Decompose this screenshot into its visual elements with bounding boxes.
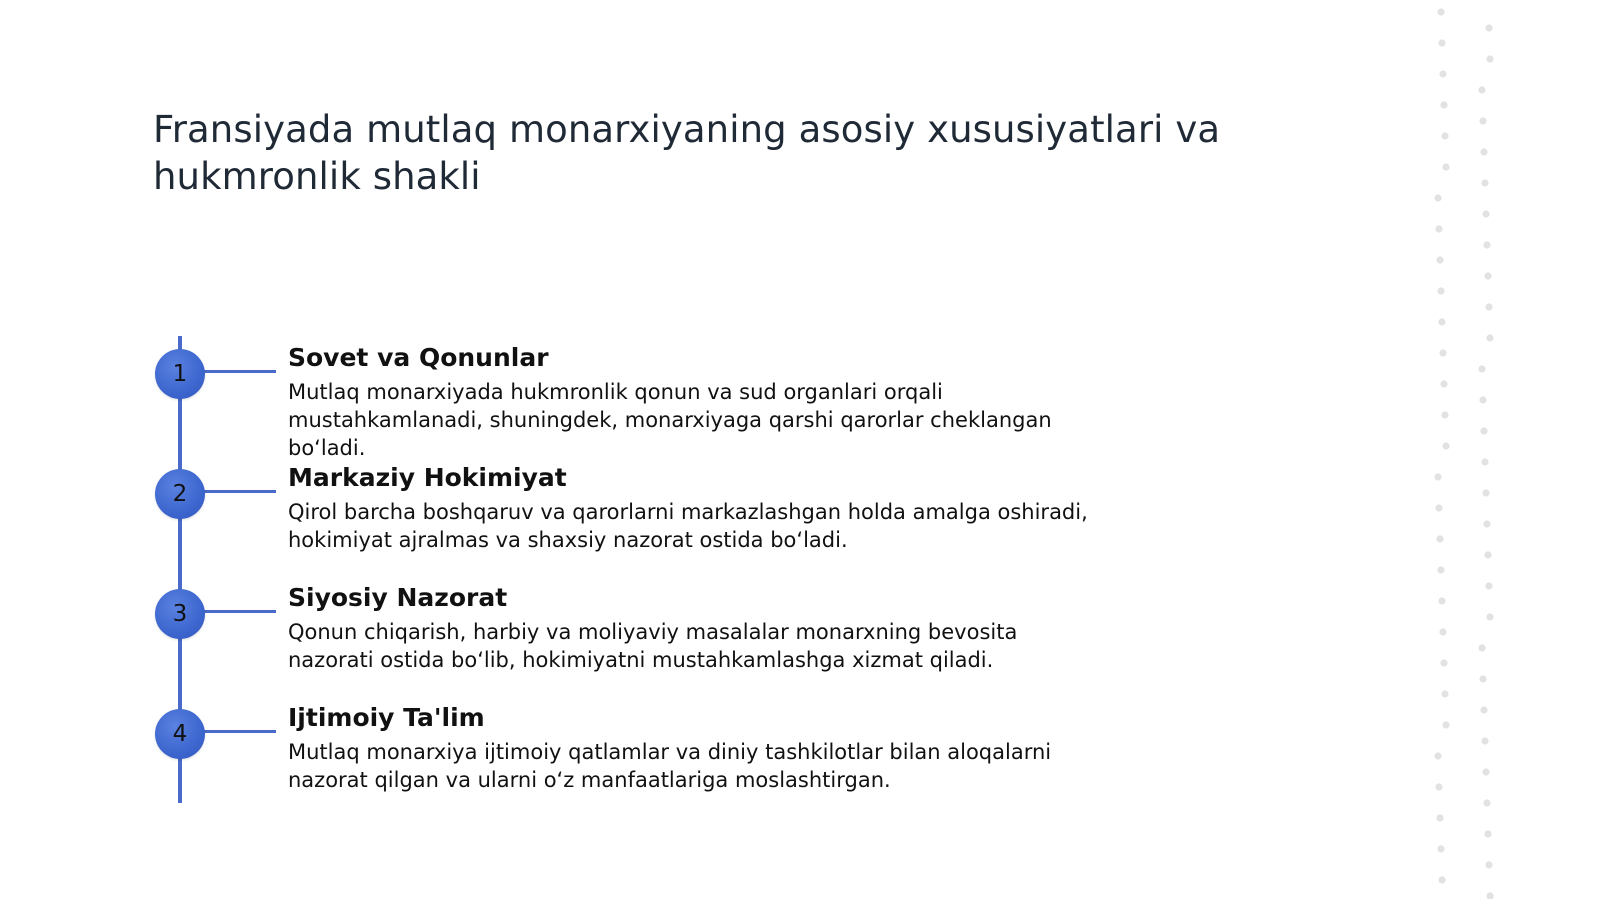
step-title: Markaziy Hokimiyat [288,463,567,492]
step-description: Qonun chiqarish, harbiy va moliyaviy masalalar monarxning bevosita nazorati ostida bo‘lib, hokimiyatni mustahkamlashga xizmat qiladi. [288,620,1018,672]
step-description: Qirol barcha boshqaruv va qarorlarni markazlashgan holda amalga oshiradi, hokimiyat ajralmas va shaxsiy nazorat ostida bo‘ladi. [288,500,1088,552]
step-title: Siyosiy Nazorat [288,583,508,612]
slide-title: Fransiyada mutlaq monarxiyaning asosiy xususiyatlari va hukmronlik shakli [153,108,1221,198]
step-number-circle: 1 [155,349,205,399]
step-description: Mutlaq monarxiya ijtimoiy qatlamlar va diniy tashkilotlar bilan aloqalarni nazorat qilgan va ularni o‘z manfaatlariga moslashtirgan. [288,740,1052,792]
step-title: Sovet va Qonunlar [288,343,549,372]
step-description: Mutlaq monarxiyada hukmronlik qonun va sud organlari orqali mustahkamlanadi, shuningdek, monarxiyaga qarshi qarorlar cheklangan bo‘ladi. [288,380,1052,460]
step-number-circle: 3 [155,589,205,639]
step-number-circle: 2 [155,469,205,519]
step-number-circle: 4 [155,709,205,759]
step-title: Ijtimoiy Ta'lim [288,703,485,732]
